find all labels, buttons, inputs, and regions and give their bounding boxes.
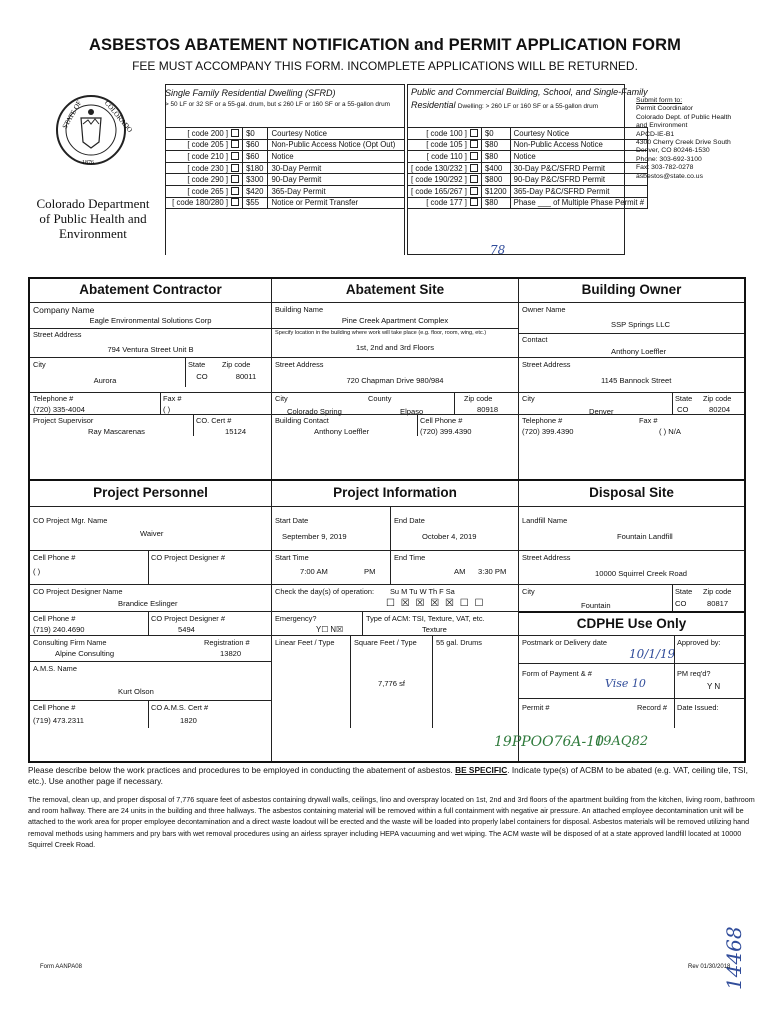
submit-line: APCD-IE-B1 — [636, 130, 675, 138]
label-county: County — [368, 394, 392, 403]
ams-cert[interactable]: 1820 — [180, 716, 197, 725]
disposal-state[interactable]: CO — [675, 599, 687, 608]
label-designer-name: CO Project Designer Name — [33, 587, 123, 596]
label-owner-phone: Telephone # — [522, 416, 563, 425]
owner-city[interactable]: Denver — [589, 407, 614, 416]
sfrd-description: Non-Public Access Notice (Opt Out) — [268, 139, 405, 151]
owner-contact[interactable]: Anthony Loeffler — [611, 347, 667, 356]
label-linear-feet: Linear Feet / Type — [275, 638, 335, 647]
label-registration: Registration # — [204, 638, 250, 647]
building-contact[interactable]: Anthony Loeffler — [314, 427, 370, 436]
sfrd-fee: $180 — [243, 162, 268, 174]
public-fee-row — [408, 197, 648, 209]
sfrd-fee: $0 — [243, 128, 268, 140]
public-fee-row — [408, 185, 648, 197]
label-city: City — [33, 360, 46, 369]
sfrd-checkbox[interactable] — [231, 129, 239, 137]
label-payment: Form of Payment & # — [522, 669, 592, 678]
sfrd-fee: $300 — [243, 174, 268, 186]
sfrd-fee-row — [166, 185, 405, 197]
sfrd-checkbox[interactable] — [231, 187, 239, 195]
sfrd-fee-table — [165, 127, 405, 209]
label-end-date: End Date — [394, 516, 425, 525]
sfrd-fee-row — [166, 151, 405, 163]
form-title: ASBESTOS ABATEMENT NOTIFICATION and PERMIT APPLICATION FORM — [89, 36, 681, 54]
label-site-street: Street Address — [275, 360, 324, 369]
public-code: [ code 177 ] — [426, 198, 467, 208]
submit-line: and Environment — [636, 122, 688, 130]
label-date-issued: Date Issued: — [677, 703, 719, 712]
label-owner-zip: Zip code — [703, 394, 732, 403]
sfrd-description: 30-Day Permit — [268, 162, 405, 174]
sfrd-fee-row — [166, 162, 405, 174]
label-site-zip: Zip code — [464, 394, 493, 403]
sfrd-fee: $55 — [243, 197, 268, 209]
colorado-seal-logo — [55, 84, 135, 186]
contractor-block — [30, 303, 271, 493]
public-code: [ code 100 ] — [426, 128, 467, 138]
margin-handwriting: 14468 — [722, 926, 746, 990]
sfrd-code: [ code 180/280 ] — [172, 198, 229, 208]
label-ams: A.M.S. Name — [33, 664, 77, 673]
public-header-2: Residential — [411, 100, 456, 110]
submit-line: Permit Coordinator — [636, 105, 694, 113]
disposal-street[interactable]: 10000 Squirrel Creek Road — [595, 569, 688, 578]
square-feet-value[interactable]: 7,776 sf — [378, 679, 406, 688]
start-pm: PM — [364, 567, 376, 576]
public-fee-row — [408, 151, 648, 163]
sfrd-code: [ code 205 ] — [187, 140, 229, 150]
contractor-phone[interactable]: (720) 335-4004 — [33, 405, 85, 414]
description-prompt-text-2: . Indicate type(s) of ACBM to be abated (e.g. VAT, ceiling tile, TSI, etc.). Use another page if necessary. — [28, 765, 748, 786]
label-emergency: Emergency? — [275, 614, 317, 623]
description-prompt — [28, 765, 753, 787]
end-am: AM — [454, 567, 466, 576]
section-disposal-site: Disposal Site — [519, 481, 744, 507]
sfrd-description: Notice or Permit Transfer — [268, 197, 405, 209]
public-description: 365-Day P&C/SFRD Permit — [510, 185, 647, 197]
label-record: Record # — [637, 703, 667, 712]
submit-line: Fax: 303-782-0278 — [636, 164, 694, 172]
project-supervisor[interactable]: Ray Mascarenas — [88, 427, 145, 436]
public-fee: $800 — [481, 174, 510, 186]
label-acm-type: Type of ACM: TSI, Texture, VAT, etc. — [366, 614, 485, 623]
main-form-grid — [28, 277, 746, 763]
owner-name[interactable]: SSP Springs LLC — [611, 320, 670, 329]
label-owner-street: Street Address — [522, 360, 571, 369]
pm-required-yn[interactable]: Y N — [707, 682, 721, 691]
owner-zip[interactable]: 80204 — [709, 405, 731, 414]
public-fee: $80 — [481, 139, 510, 151]
public-header: Public and Commercial Building, School, and Single-Family — [411, 87, 648, 97]
label-disposal-state: State — [675, 587, 693, 596]
submit-line: Colorado Dept. of Public Health — [636, 113, 732, 121]
public-description: 90-Day P&C/SFRD Permit — [510, 174, 647, 186]
sfrd-fee-row — [166, 174, 405, 186]
start-date[interactable]: September 9, 2019 — [282, 532, 347, 541]
sfrd-fee: $420 — [243, 185, 268, 197]
public-checkbox[interactable] — [470, 164, 478, 172]
handwritten-phase-mark: 78 — [490, 243, 506, 257]
label-days: Check the day(s) of operation: — [275, 587, 375, 596]
svg-text:COLORADO: COLORADO — [102, 99, 135, 135]
label-owner-fax: Fax # — [639, 416, 658, 425]
mgr-cell[interactable]: ( ) — [33, 567, 41, 576]
form-subtitle: FEE MUST ACCOMPANY THIS FORM. INCOMPLETE APPLICATIONS WILL BE RETURNED. — [132, 59, 638, 73]
consulting-firm[interactable]: Alpine Consulting — [55, 649, 115, 658]
public-description: Notice — [510, 151, 647, 163]
sfrd-code: [ code 265 ] — [187, 186, 229, 196]
public-code: [ code 165/267 ] — [411, 186, 467, 196]
label-designer-1: CO Project Designer # — [151, 553, 225, 562]
label-disposal-city: City — [522, 587, 535, 596]
owner-state[interactable]: CO — [677, 405, 689, 414]
public-code: [ code 130/232 ] — [411, 163, 467, 173]
public-fee: $80 — [481, 151, 510, 163]
registration-number[interactable]: 13820 — [220, 649, 242, 658]
submit-line: asbestos@state.co.us — [636, 172, 703, 180]
label-fax: Fax # — [163, 394, 182, 403]
public-fee: $400 — [481, 162, 510, 174]
supervisor-cert[interactable]: 15124 — [225, 427, 247, 436]
sfrd-code: [ code 290 ] — [187, 175, 229, 185]
submit-line: Denver, CO 80246-1530 — [636, 147, 710, 155]
submit-info — [636, 97, 760, 181]
label-end-time: End Time — [394, 553, 426, 562]
label-location: Specify location in the building where work will take place (e.g. floor, room, wing, etc.) — [275, 330, 487, 336]
label-state: State — [188, 360, 206, 369]
label-start-date: Start Date — [275, 516, 309, 525]
sfrd-description: 90-Day Permit — [268, 174, 405, 186]
label-square-feet: Square Feet / Type — [354, 638, 417, 647]
sfrd-code: [ code 210 ] — [187, 151, 229, 161]
disposal-block — [519, 507, 744, 761]
site-county[interactable]: Elpaso — [400, 407, 424, 416]
start-time[interactable]: 7:00 AM — [300, 567, 328, 576]
sfrd-fee: $60 — [243, 139, 268, 151]
project-info-block — [272, 507, 518, 761]
label-co-cert: CO. Cert # — [196, 416, 232, 425]
label-owner-contact: Contact — [522, 335, 548, 344]
public-checkbox[interactable] — [470, 129, 478, 137]
public-description: Non-Public Access Notice — [510, 139, 647, 151]
label-site-city: City — [275, 394, 288, 403]
personnel-block — [30, 507, 271, 761]
public-fee-row — [408, 174, 648, 186]
handwritten-permit-number: 19PPOO76A-10 — [494, 734, 605, 750]
label-drums: 55 gal. Drums — [436, 638, 483, 647]
label-owner-city: City — [522, 394, 535, 403]
designer-cell[interactable]: (719) 240.4690 — [33, 625, 85, 634]
description-body[interactable]: The removal, clean up, and proper disposal of 7,776 square feet of asbestos containing drywall walls, ceilings, lino and overspray located on 1st, 2nd and 3rd floors of the apartment building from the kitchen, living room, bathroom and room hallway. There are 24 units in the building and three hallways. The asbestos containing material will be removed within a full containment with negative air pressure. An attached employee decontamination unit will be attached to the work area for proper employee decontamination and a direct waste loadout will be erected and the waste will be loaded into properly label containers for disposal. Asbestos materials will be removed utilizing hand removal methods using hammers and pry bars with wet removal procedures using an airless sprayer including HEPA vacuuming and wet wiping. The ACM waste will be disposed of at a state approved landfill located at 10000 Squirrel Creek Road. — [28, 795, 755, 849]
section-project-personnel: Project Personnel — [30, 481, 271, 507]
sfrd-checkbox[interactable] — [231, 152, 239, 160]
public-subheader: Dwelling: > 260 LF or 160 SF or a 55-gallon drum — [457, 103, 599, 110]
contractor-state[interactable]: CO — [196, 372, 208, 381]
public-checkbox[interactable] — [470, 152, 478, 160]
days-labels: Su M Tu W Th F Sa — [390, 587, 455, 596]
section-project-information: Project Information — [272, 481, 518, 507]
label-company: Company Name — [33, 305, 95, 315]
days-checkboxes[interactable]: ☐ ☒ ☒ ☒ ☒ ☐ ☐ — [386, 598, 485, 609]
designer-number[interactable]: 5494 — [178, 625, 195, 634]
public-checkbox[interactable] — [470, 175, 478, 183]
public-checkbox[interactable] — [470, 140, 478, 148]
department-name: Colorado Department of Public Health and Environment — [36, 196, 150, 241]
public-code: [ code 110 ] — [426, 151, 467, 161]
submit-line: 4300 Cherry Creek Drive South — [636, 139, 731, 147]
sfrd-fee-row — [166, 128, 405, 140]
building-name[interactable]: Pine Creek Apartment Complex — [341, 316, 449, 325]
work-location[interactable]: 1st, 2nd and 3rd Floors — [355, 343, 435, 352]
label-supervisor: Project Supervisor — [33, 416, 94, 425]
sfrd-description: Courtesy Notice — [268, 128, 405, 140]
public-description: Courtesy Notice — [510, 128, 647, 140]
emergency-checkbox[interactable]: Y☐ N☒ — [316, 625, 343, 634]
public-code: [ code 105 ] — [426, 140, 467, 150]
label-postmark: Postmark or Delivery date — [522, 638, 608, 647]
public-fee-table — [407, 127, 648, 209]
form-number: Form AANPA08 — [40, 964, 82, 970]
public-fee: $0 — [481, 128, 510, 140]
site-cell[interactable]: (720) 399.4390 — [420, 427, 472, 436]
end-time[interactable]: 3:30 PM — [478, 567, 507, 576]
section-building-owner: Building Owner — [519, 279, 744, 303]
label-firm: Consulting Firm Name — [33, 638, 107, 647]
sfrd-checkbox[interactable] — [231, 140, 239, 148]
sfrd-checkbox[interactable] — [231, 164, 239, 172]
description-emphasis: BE SPECIFIC — [455, 765, 508, 775]
label-owner-state: State — [675, 394, 693, 403]
project-manager[interactable]: Waiver — [140, 529, 164, 538]
section-abatement-site: Abatement Site — [272, 279, 518, 303]
submit-line: Submit form to: — [636, 97, 683, 104]
contractor-zip[interactable]: 80011 — [235, 372, 257, 381]
label-building-name: Building Name — [275, 305, 324, 314]
site-street[interactable]: 720 Chapman Drive 980/984 — [346, 376, 444, 385]
public-description: Phase ___ of Multiple Phase Permit # — [510, 197, 647, 209]
label-approved: Approved by: — [677, 638, 721, 647]
label-site-cell: Cell Phone # — [420, 416, 463, 425]
label-building-contact: Building Contact — [275, 416, 329, 425]
label-owner-name: Owner Name — [522, 305, 566, 314]
label-start-time: Start Time — [275, 553, 309, 562]
contractor-street[interactable]: 794 Ventura Street Unit B — [107, 345, 194, 354]
public-fee: $1200 — [481, 185, 510, 197]
landfill-name[interactable]: Fountain Landfill — [617, 532, 673, 541]
public-fee-row — [408, 162, 648, 174]
revision-date: Rev 01/30/2018 — [688, 964, 731, 970]
public-description: 30-Day P&C/SFRD Permit — [510, 162, 647, 174]
label-street: Street Address — [33, 330, 82, 339]
label-disposal-zip: Zip code — [703, 587, 732, 596]
owner-fax[interactable]: ( ) N/A — [659, 427, 681, 436]
section-abatement-contractor: Abatement Contractor — [30, 279, 271, 303]
sfrd-description: Notice — [268, 151, 405, 163]
description-prompt-text: Please describe below the work practices and procedures to be employed in conducting the abatement of asbestos. — [28, 765, 453, 775]
public-fee-row — [408, 128, 648, 140]
label-cell-2: Cell Phone # — [33, 614, 76, 623]
site-city[interactable]: Colorado Spring — [287, 407, 342, 416]
handwritten-date: 10/1/19 — [629, 647, 676, 661]
disposal-city[interactable]: Fountain — [581, 601, 611, 610]
public-checkbox[interactable] — [470, 198, 478, 206]
contractor-fax[interactable]: ( ) — [163, 405, 171, 414]
sfrd-description: 365-Day Permit — [268, 185, 405, 197]
sfrd-fee: $60 — [243, 151, 268, 163]
site-zip[interactable]: 80918 — [477, 405, 499, 414]
sfrd-checkbox[interactable] — [231, 175, 239, 183]
handwritten-payment: Vise 10 — [605, 677, 646, 690]
label-pm-required: PM req'd? — [677, 669, 711, 678]
label-landfill: Landfill Name — [522, 516, 568, 525]
sfrd-checkbox[interactable] — [231, 198, 239, 206]
section-cdphe-use-only: CDPHE Use Only — [576, 616, 687, 631]
label-zip: Zip code — [222, 360, 251, 369]
ams-cell[interactable]: (719) 473.2311 — [33, 716, 84, 725]
sfrd-fee-row — [166, 197, 405, 209]
sfrd-code: [ code 200 ] — [187, 128, 229, 138]
label-cell-1: Cell Phone # — [33, 553, 76, 562]
public-fee-row — [408, 139, 648, 151]
label-permit: Permit # — [522, 703, 550, 712]
label-designer-2: CO Project Designer # — [151, 614, 225, 623]
owner-phone[interactable]: (720) 399.4390 — [522, 427, 574, 436]
svg-text:STATE OF: STATE OF — [60, 99, 84, 131]
disposal-zip[interactable]: 80817 — [707, 599, 729, 608]
handwritten-record-number: 19AQ82 — [595, 734, 649, 749]
sfrd-fee-row — [166, 139, 405, 151]
label-cell-3: Cell Phone # — [33, 703, 76, 712]
designer-name[interactable]: Brandice Eslinger — [118, 599, 178, 608]
ams-name[interactable]: Kurt Olson — [118, 687, 154, 696]
label-telephone: Telephone # — [33, 394, 74, 403]
svg-text:1876: 1876 — [82, 160, 94, 166]
label-mgr: CO Project Mgr. Name — [33, 516, 108, 525]
public-checkbox[interactable] — [470, 187, 478, 195]
company-name[interactable]: Eagle Environmental Solutions Corp — [89, 316, 212, 325]
submit-line: Phone: 303-692-3100 — [636, 155, 702, 163]
label-ams-cert: CO A.M.S. Cert # — [151, 703, 209, 712]
acm-type[interactable]: Texture — [422, 625, 447, 634]
owner-block — [519, 303, 744, 493]
contractor-city[interactable]: Aurora — [93, 376, 117, 385]
public-fee: $80 — [481, 197, 510, 209]
end-date[interactable]: October 4, 2019 — [422, 532, 477, 541]
site-block — [272, 303, 518, 493]
sfrd-header: Single Family Residential Dwelling (SFRD) — [165, 88, 336, 98]
owner-street[interactable]: 1145 Bannock Street — [601, 376, 672, 385]
sfrd-code: [ code 230 ] — [187, 163, 229, 173]
label-disposal-street: Street Address — [522, 553, 571, 562]
public-code: [ code 190/292 ] — [411, 175, 467, 185]
sfrd-subheader: > 50 LF or 32 SF or a 55-gal. drum, but ≤ 260 LF or 160 SF or a 55-gallon drum — [165, 101, 390, 108]
